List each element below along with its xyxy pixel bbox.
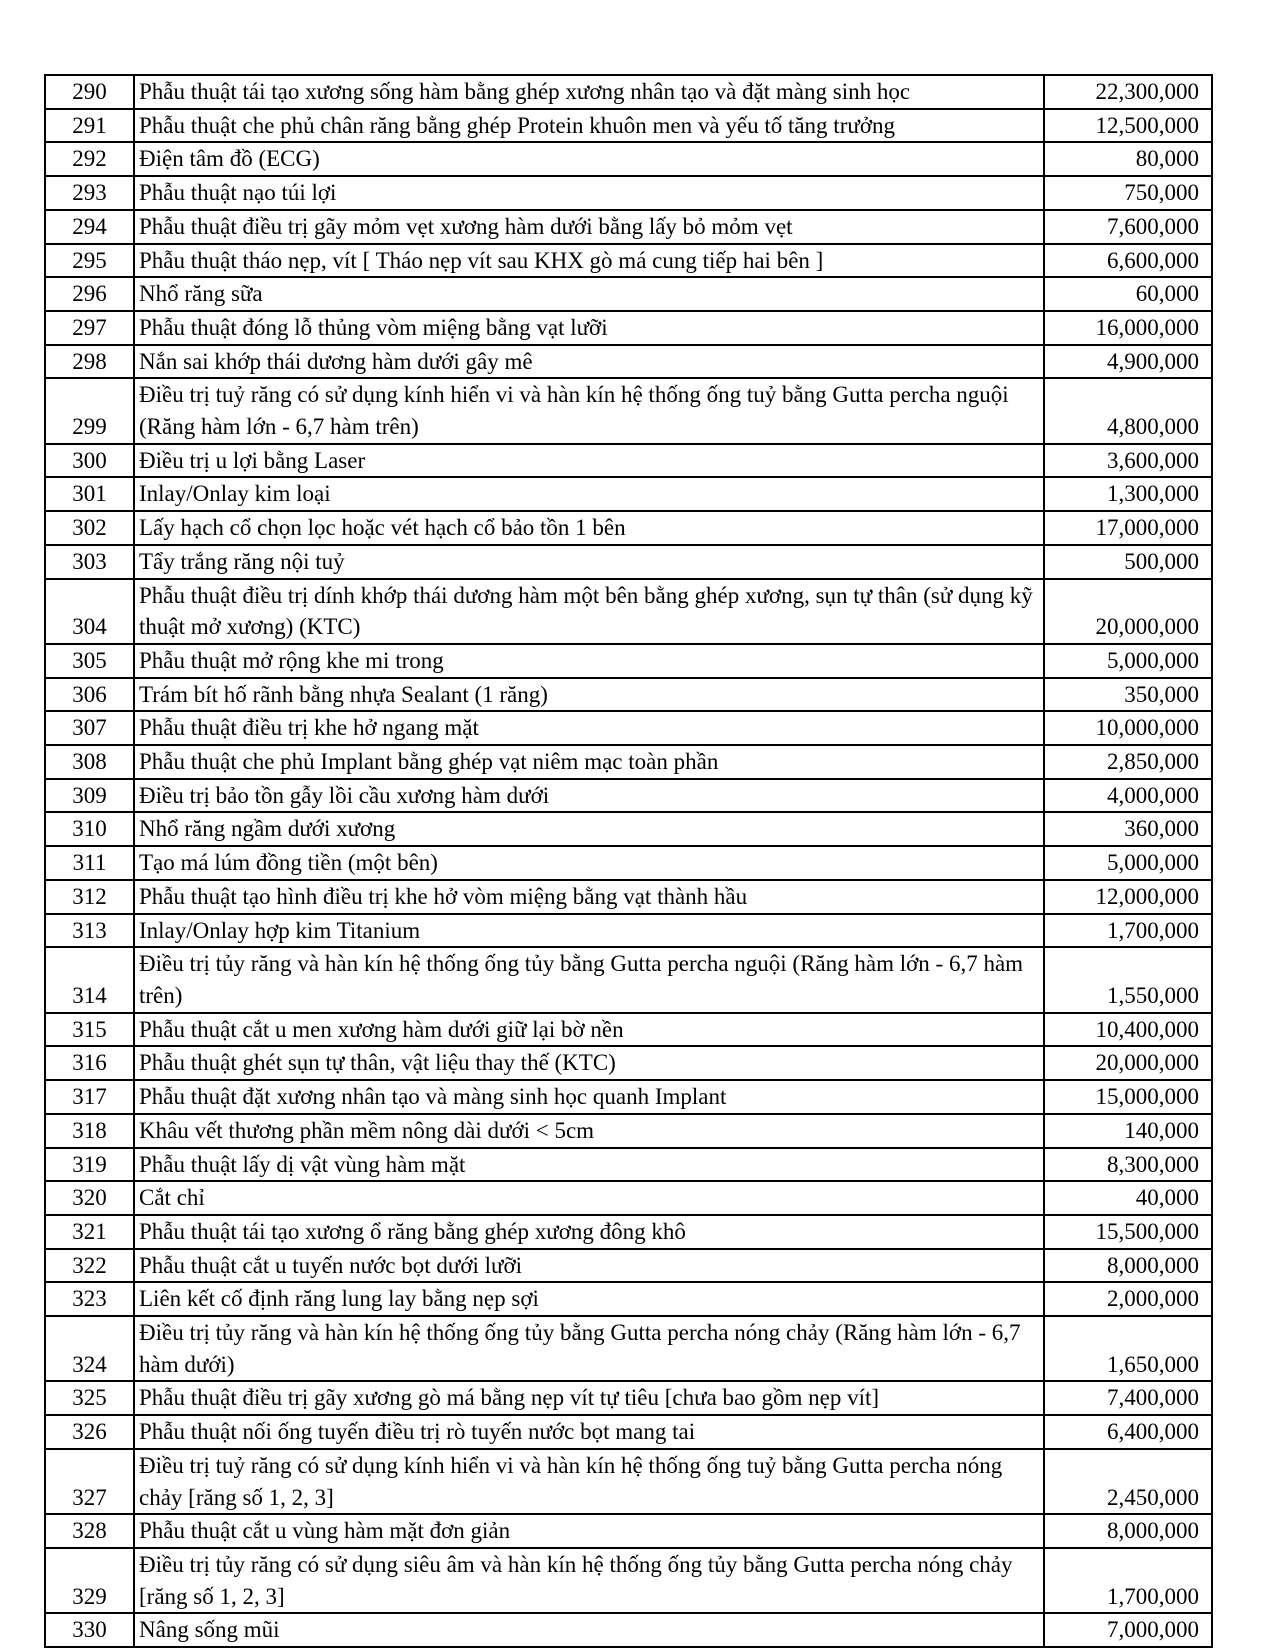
table-row <box>45 142 1212 176</box>
row-number-cell: 323 <box>45 1282 134 1316</box>
row-number-cell: 319 <box>45 1148 134 1182</box>
price-cell: 15,500,000 <box>1044 1215 1212 1249</box>
procedure-name-cell: Điều trị tủy răng và hàn kín hệ thống ống tủy bằng Gutta percha nóng chảy (Răng hàm lớn - 6,7 hàm dưới) <box>134 1316 1044 1381</box>
procedure-name-cell: Phẫu thuật tháo nẹp, vít [ Tháo nẹp vít sau KHX gò má cung tiếp hai bên ] <box>134 244 1044 278</box>
table-row <box>45 1013 1212 1047</box>
table-row <box>45 1215 1212 1249</box>
row-number-cell: 290 <box>45 75 134 109</box>
table-row <box>45 244 1212 278</box>
procedure-name-cell: Lấy hạch cổ chọn lọc hoặc vét hạch cổ bảo tồn 1 bên <box>134 511 1044 545</box>
price-cell: 8,000,000 <box>1044 1249 1212 1283</box>
procedure-name-cell: Điều trị tuỷ răng có sử dụng kính hiển vi và hàn kín hệ thống ống tuỷ bằng Gutta percha nguội (Răng hàm lớn - 6,7 hàm trên) <box>134 378 1044 443</box>
price-table-body <box>45 75 1212 1647</box>
row-number-cell: 308 <box>45 745 134 779</box>
procedure-name-cell: Phẫu thuật điều trị gãy mỏm vẹt xương hàm dưới bằng lấy bỏ mỏm vẹt <box>134 210 1044 244</box>
row-number-cell: 309 <box>45 779 134 813</box>
row-number-cell: 328 <box>45 1514 134 1548</box>
row-number-cell: 296 <box>45 277 134 311</box>
table-row <box>45 345 1212 379</box>
table-row <box>45 779 1212 813</box>
procedure-name-cell: Điện tâm đồ (ECG) <box>134 142 1044 176</box>
price-cell: 7,400,000 <box>1044 1381 1212 1415</box>
price-cell: 10,000,000 <box>1044 711 1212 745</box>
table-row <box>45 210 1212 244</box>
row-number-cell: 303 <box>45 545 134 579</box>
price-cell: 12,000,000 <box>1044 880 1212 914</box>
price-cell: 22,300,000 <box>1044 75 1212 109</box>
row-number-cell: 325 <box>45 1381 134 1415</box>
procedure-name-cell: Điều trị tủy răng và hàn kín hệ thống ống tủy bằng Gutta percha nguội (Răng hàm lớn - 6,7 hàm trên) <box>134 947 1044 1012</box>
procedure-name-cell: Phẫu thuật che phủ Implant bằng ghép vạt niêm mạc toàn phần <box>134 745 1044 779</box>
table-row <box>45 1381 1212 1415</box>
procedure-name-cell: Nắn sai khớp thái dương hàm dưới gây mê <box>134 345 1044 379</box>
price-cell: 4,000,000 <box>1044 779 1212 813</box>
table-row <box>45 511 1212 545</box>
price-cell: 80,000 <box>1044 142 1212 176</box>
row-number-cell: 324 <box>45 1316 134 1381</box>
table-row <box>45 812 1212 846</box>
price-cell: 4,800,000 <box>1044 378 1212 443</box>
price-cell: 60,000 <box>1044 277 1212 311</box>
row-number-cell: 322 <box>45 1249 134 1283</box>
procedure-name-cell: Phẫu thuật điều trị gãy xương gò má bằng nẹp vít tự tiêu [chưa bao gồm nẹp vít] <box>134 1381 1044 1415</box>
table-row <box>45 914 1212 948</box>
procedure-name-cell: Phẫu thuật cắt u vùng hàm mặt đơn giản <box>134 1514 1044 1548</box>
row-number-cell: 314 <box>45 947 134 1012</box>
row-number-cell: 300 <box>45 444 134 478</box>
table-row <box>45 444 1212 478</box>
price-cell: 10,400,000 <box>1044 1013 1212 1047</box>
row-number-cell: 298 <box>45 345 134 379</box>
table-row <box>45 1316 1212 1381</box>
table-row <box>45 1415 1212 1449</box>
row-number-cell: 306 <box>45 678 134 712</box>
table-row <box>45 1181 1212 1215</box>
row-number-cell: 320 <box>45 1181 134 1215</box>
procedure-name-cell: Inlay/Onlay kim loại <box>134 477 1044 511</box>
table-row <box>45 311 1212 345</box>
table-row <box>45 1046 1212 1080</box>
table-row <box>45 109 1212 143</box>
procedure-name-cell: Nhổ răng ngầm dưới xương <box>134 812 1044 846</box>
procedure-name-cell: Phẫu thuật nạo túi lợi <box>134 176 1044 210</box>
procedure-name-cell: Phẫu thuật tái tạo xương sống hàm bằng ghép xương nhân tạo và đặt màng sinh học <box>134 75 1044 109</box>
table-row <box>45 1148 1212 1182</box>
procedure-name-cell: Inlay/Onlay hợp kim Titanium <box>134 914 1044 948</box>
row-number-cell: 310 <box>45 812 134 846</box>
table-row <box>45 1514 1212 1548</box>
procedure-name-cell: Điều trị bảo tồn gẫy lồi cầu xương hàm dưới <box>134 779 1044 813</box>
price-cell: 3,600,000 <box>1044 444 1212 478</box>
procedure-name-cell: Điều trị tuỷ răng có sử dụng kính hiển vi và hàn kín hệ thống ống tuỷ bằng Gutta percha nóng chảy [răng số 1, 2, 3] <box>134 1449 1044 1514</box>
price-cell: 20,000,000 <box>1044 1046 1212 1080</box>
row-number-cell: 321 <box>45 1215 134 1249</box>
procedure-name-cell: Điều trị tủy răng có sử dụng siêu âm và hàn kín hệ thống ống tủy bằng Gutta percha nóng chảy [răng số 1, 2, 3] <box>134 1548 1044 1613</box>
row-number-cell: 317 <box>45 1080 134 1114</box>
row-number-cell: 301 <box>45 477 134 511</box>
procedure-name-cell: Phẫu thuật tái tạo xương ổ răng bằng ghép xương đông khô <box>134 1215 1044 1249</box>
price-cell: 1,700,000 <box>1044 1548 1212 1613</box>
table-row <box>45 1249 1212 1283</box>
price-cell: 15,000,000 <box>1044 1080 1212 1114</box>
price-cell: 16,000,000 <box>1044 311 1212 345</box>
price-cell: 2,850,000 <box>1044 745 1212 779</box>
price-cell: 500,000 <box>1044 545 1212 579</box>
procedure-name-cell: Khâu vết thương phần mềm nông dài dưới < 5cm <box>134 1114 1044 1148</box>
price-cell: 6,400,000 <box>1044 1415 1212 1449</box>
row-number-cell: 313 <box>45 914 134 948</box>
price-cell: 750,000 <box>1044 176 1212 210</box>
table-row <box>45 947 1212 1012</box>
procedure-name-cell: Phẫu thuật cắt u men xương hàm dưới giữ lại bờ nền <box>134 1013 1044 1047</box>
price-cell: 6,600,000 <box>1044 244 1212 278</box>
row-number-cell: 299 <box>45 378 134 443</box>
price-cell: 360,000 <box>1044 812 1212 846</box>
procedure-name-cell: Nhổ răng sữa <box>134 277 1044 311</box>
row-number-cell: 318 <box>45 1114 134 1148</box>
price-cell: 2,000,000 <box>1044 1282 1212 1316</box>
row-number-cell: 326 <box>45 1415 134 1449</box>
table-row <box>45 545 1212 579</box>
price-cell: 4,900,000 <box>1044 345 1212 379</box>
row-number-cell: 297 <box>45 311 134 345</box>
table-row <box>45 644 1212 678</box>
procedure-name-cell: Liên kết cố định răng lung lay bằng nẹp sợi <box>134 1282 1044 1316</box>
table-row <box>45 1548 1212 1613</box>
procedure-name-cell: Phẫu thuật tạo hình điều trị khe hở vòm miệng bằng vạt thành hầu <box>134 880 1044 914</box>
table-row <box>45 678 1212 712</box>
price-cell: 1,550,000 <box>1044 947 1212 1012</box>
row-number-cell: 292 <box>45 142 134 176</box>
table-row <box>45 1613 1212 1647</box>
row-number-cell: 329 <box>45 1548 134 1613</box>
price-cell: 8,000,000 <box>1044 1514 1212 1548</box>
price-cell: 1,700,000 <box>1044 914 1212 948</box>
price-cell: 7,600,000 <box>1044 210 1212 244</box>
price-cell: 17,000,000 <box>1044 511 1212 545</box>
procedure-name-cell: Tạo má lúm đồng tiền (một bên) <box>134 846 1044 880</box>
price-cell: 350,000 <box>1044 678 1212 712</box>
row-number-cell: 291 <box>45 109 134 143</box>
price-cell: 5,000,000 <box>1044 846 1212 880</box>
procedure-name-cell: Phẫu thuật cắt u tuyến nước bọt dưới lưỡi <box>134 1249 1044 1283</box>
row-number-cell: 327 <box>45 1449 134 1514</box>
table-row <box>45 1080 1212 1114</box>
procedure-name-cell: Phẫu thuật lấy dị vật vùng hàm mặt <box>134 1148 1044 1182</box>
price-cell: 2,450,000 <box>1044 1449 1212 1514</box>
row-number-cell: 304 <box>45 579 134 644</box>
table-row <box>45 277 1212 311</box>
procedure-name-cell: Điều trị u lợi bằng Laser <box>134 444 1044 478</box>
table-row <box>45 711 1212 745</box>
table-row <box>45 880 1212 914</box>
table-row <box>45 745 1212 779</box>
procedure-name-cell: Phẫu thuật ghét sụn tự thân, vật liệu thay thế (KTC) <box>134 1046 1044 1080</box>
row-number-cell: 305 <box>45 644 134 678</box>
table-row <box>45 1114 1212 1148</box>
row-number-cell: 315 <box>45 1013 134 1047</box>
table-row <box>45 1282 1212 1316</box>
row-number-cell: 330 <box>45 1613 134 1647</box>
price-cell: 1,650,000 <box>1044 1316 1212 1381</box>
procedure-name-cell: Phẫu thuật điều trị dính khớp thái dương hàm một bên bằng ghép xương, sụn tự thân (sử dụng kỹ thuật mở xương) (KTC) <box>134 579 1044 644</box>
table-row <box>45 378 1212 443</box>
procedure-name-cell: Trám bít hố rãnh bằng nhựa Sealant (1 răng) <box>134 678 1044 712</box>
procedure-name-cell: Phẫu thuật điều trị khe hở ngang mặt <box>134 711 1044 745</box>
table-row <box>45 477 1212 511</box>
table-row <box>45 846 1212 880</box>
price-table <box>44 74 1213 1648</box>
row-number-cell: 295 <box>45 244 134 278</box>
row-number-cell: 311 <box>45 846 134 880</box>
procedure-name-cell: Tẩy trắng răng nội tuỷ <box>134 545 1044 579</box>
row-number-cell: 302 <box>45 511 134 545</box>
procedure-name-cell: Phẫu thuật mở rộng khe mi trong <box>134 644 1044 678</box>
row-number-cell: 293 <box>45 176 134 210</box>
price-cell: 20,000,000 <box>1044 579 1212 644</box>
procedure-name-cell: Phẫu thuật đóng lỗ thủng vòm miệng bằng vạt lưỡi <box>134 311 1044 345</box>
price-cell: 7,000,000 <box>1044 1613 1212 1647</box>
price-cell: 1,300,000 <box>1044 477 1212 511</box>
price-cell: 140,000 <box>1044 1114 1212 1148</box>
price-cell: 40,000 <box>1044 1181 1212 1215</box>
procedure-name-cell: Phẫu thuật đặt xương nhân tạo và màng sinh học quanh Implant <box>134 1080 1044 1114</box>
price-cell: 8,300,000 <box>1044 1148 1212 1182</box>
price-cell: 5,000,000 <box>1044 644 1212 678</box>
procedure-name-cell: Cắt chỉ <box>134 1181 1044 1215</box>
table-row <box>45 176 1212 210</box>
price-cell: 12,500,000 <box>1044 109 1212 143</box>
row-number-cell: 316 <box>45 1046 134 1080</box>
table-row <box>45 1449 1212 1514</box>
procedure-name-cell: Phẫu thuật nối ống tuyến điều trị rò tuyến nước bọt mang tai <box>134 1415 1044 1449</box>
procedure-name-cell: Phẫu thuật che phủ chân răng bằng ghép Protein khuôn men và yếu tố tăng trưởng <box>134 109 1044 143</box>
row-number-cell: 307 <box>45 711 134 745</box>
table-row <box>45 579 1212 644</box>
row-number-cell: 312 <box>45 880 134 914</box>
procedure-name-cell: Nâng sống mũi <box>134 1613 1044 1647</box>
table-row <box>45 75 1212 109</box>
row-number-cell: 294 <box>45 210 134 244</box>
